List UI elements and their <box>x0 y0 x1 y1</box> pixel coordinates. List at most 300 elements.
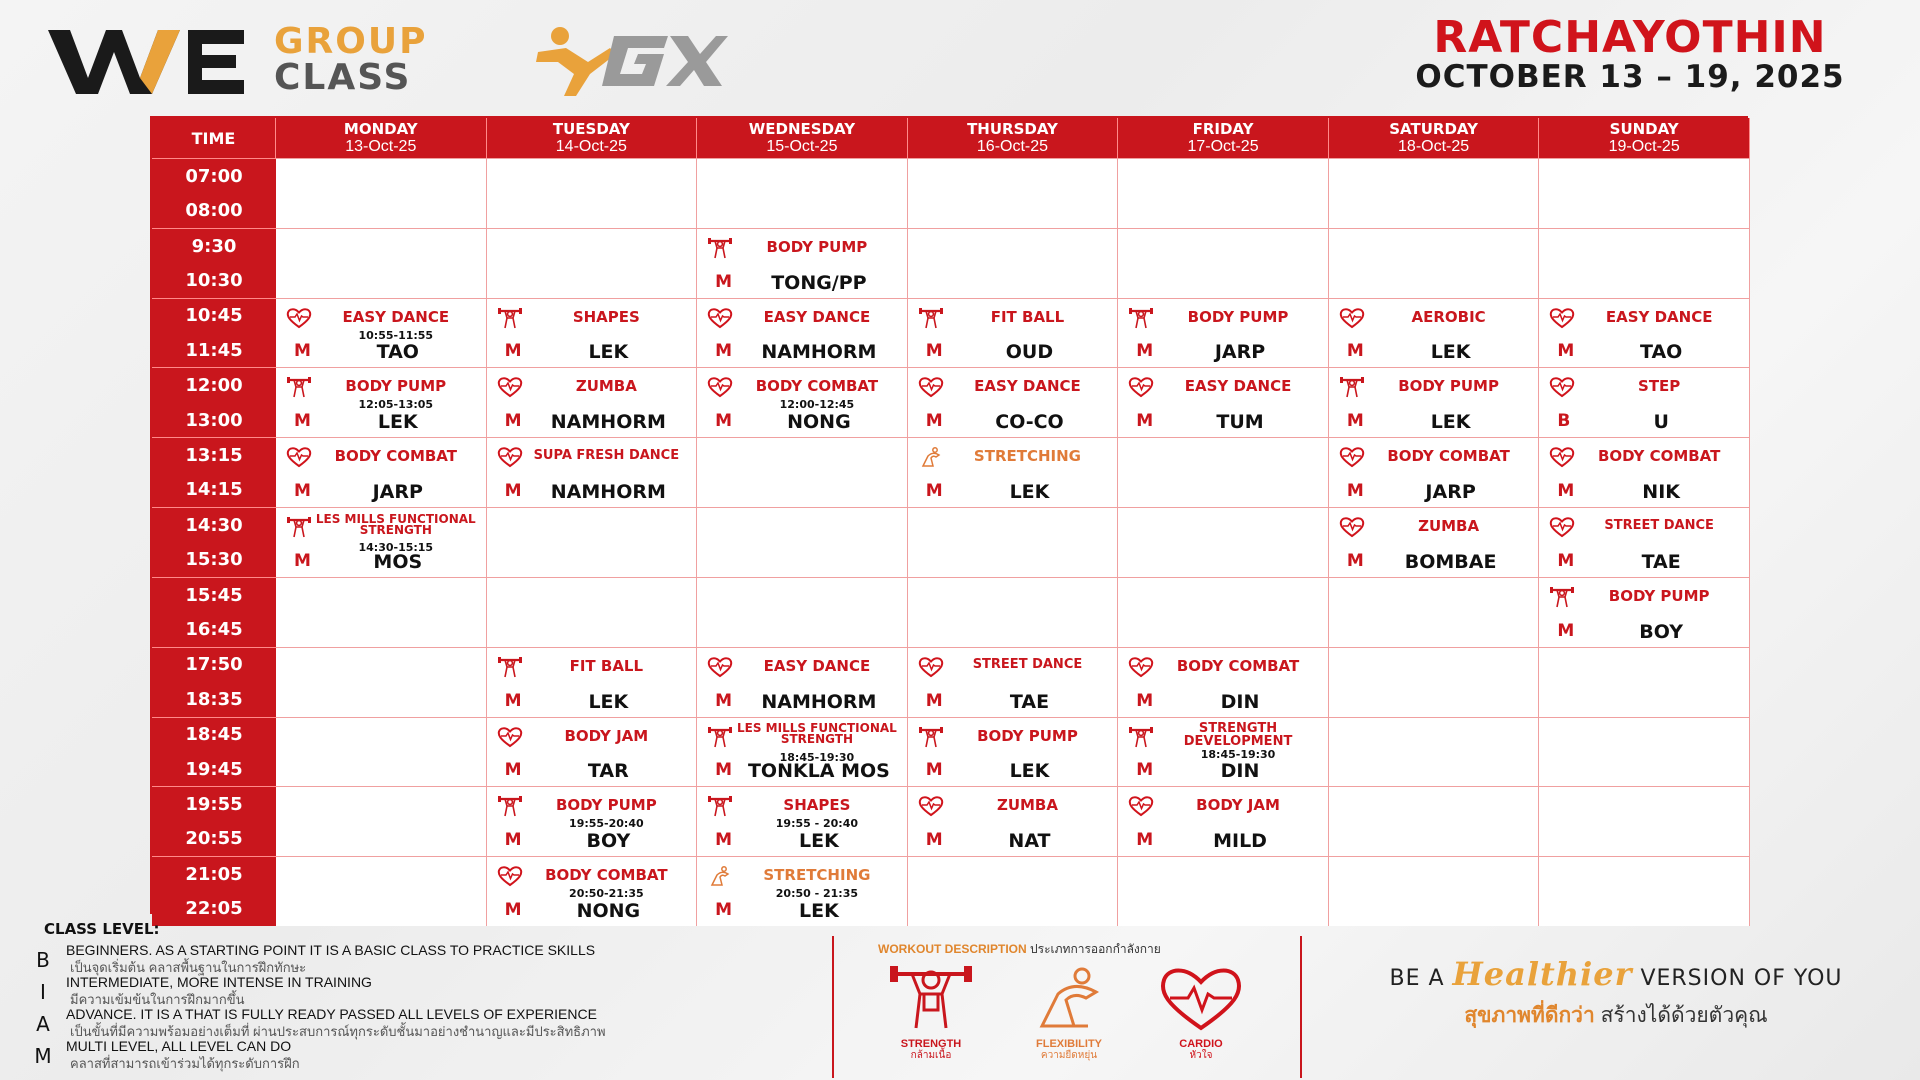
schedule-cell <box>697 647 908 717</box>
coach-name: CO-CO <box>995 411 1064 434</box>
level-desc-en: MULTI LEVEL, ALL LEVEL CAN DO <box>66 1038 292 1054</box>
time-end: 10:30 <box>185 269 243 291</box>
schedule-cell <box>1539 717 1750 787</box>
schedule-cell <box>1118 786 1329 856</box>
schedule-cell <box>487 856 698 926</box>
level-letter: A <box>36 1012 50 1036</box>
class-entry[interactable] <box>1539 368 1749 437</box>
schedule-cell <box>276 298 487 368</box>
class-time: 12:00-12:45 <box>779 398 855 412</box>
class-name: LES MILLS FUNCTIONAL STRENGTH <box>315 511 476 537</box>
class-entry[interactable] <box>1329 508 1539 577</box>
day-name: THURSDAY <box>967 120 1058 138</box>
time-start: 19:55 <box>185 794 243 816</box>
schedule-cell <box>276 577 487 647</box>
date-range: OCTOBER 13 – 19, 2025 <box>1415 59 1845 95</box>
schedule-cell <box>487 647 698 717</box>
class-level: M <box>1136 411 1154 432</box>
cardio-icon <box>1156 964 1246 1034</box>
coach-name: JARP <box>1214 341 1266 364</box>
class-level: M <box>294 341 311 362</box>
schedule-cell <box>697 437 908 507</box>
class-time: 19:55-20:40 <box>569 817 644 831</box>
class-entry[interactable] <box>1118 368 1328 437</box>
class-level: M <box>715 411 733 432</box>
branch-name: RATCHAYOTHIN <box>1433 12 1827 63</box>
coach-name: MOS <box>373 550 423 573</box>
workout-label-en: FLEXIBILITY <box>1036 1038 1102 1050</box>
class-level: M <box>715 690 733 711</box>
class-name: STREET DANCE <box>1604 517 1714 533</box>
coach-name: BOY <box>586 830 631 853</box>
schedule-cell <box>1329 717 1540 787</box>
class-entry[interactable] <box>908 648 1118 717</box>
day-header <box>908 118 1119 158</box>
time-end: 11:45 <box>185 339 243 361</box>
schedule-cell <box>1539 367 1750 437</box>
coach-name: LEK <box>1009 481 1050 504</box>
schedule-cell <box>487 298 698 368</box>
strength-icon <box>286 516 312 538</box>
class-level: M <box>504 899 522 920</box>
class-entry[interactable] <box>276 508 486 577</box>
schedule-cell <box>1118 367 1329 437</box>
class-level: M <box>925 411 943 432</box>
time-start: 9:30 <box>191 235 237 257</box>
tagline-prefix: BE A <box>1389 966 1445 991</box>
schedule-cell <box>697 786 908 856</box>
class-entry[interactable] <box>276 368 486 437</box>
schedule-cell <box>1329 367 1540 437</box>
time-end: 08:00 <box>185 200 243 222</box>
class-name: FIT BALL <box>569 656 644 675</box>
coach-name: TAO <box>1639 341 1683 364</box>
coach-name: BOY <box>1639 620 1684 643</box>
time-start: 13:15 <box>185 444 243 466</box>
class-name: SHAPES <box>783 796 851 815</box>
class-entry[interactable] <box>1539 438 1749 507</box>
strength-icon <box>286 376 312 398</box>
day-header <box>487 118 698 158</box>
class-level: M <box>715 271 733 292</box>
schedule-cell <box>1329 647 1540 717</box>
class-name: EASY DANCE <box>763 656 871 675</box>
class-entry[interactable] <box>1118 787 1328 856</box>
class-entry[interactable] <box>1118 718 1328 787</box>
workout-title <box>878 940 1161 959</box>
strength-icon <box>497 795 523 817</box>
class-name: BODY COMBAT <box>334 447 457 466</box>
class-level: M <box>504 481 522 502</box>
class-entry[interactable] <box>908 438 1118 507</box>
time-slot <box>152 507 276 577</box>
schedule-cell <box>697 367 908 437</box>
schedule-cell <box>697 856 908 926</box>
day-date: 13-Oct-25 <box>345 138 417 155</box>
coach-name: TONG/PP <box>771 271 867 294</box>
class-entry[interactable] <box>697 648 907 717</box>
class-name: BODY PUMP <box>1398 377 1499 396</box>
class-entry[interactable] <box>1539 299 1749 368</box>
day-name: FRIDAY <box>1192 120 1254 138</box>
cardio-icon <box>497 726 523 748</box>
strength-icon <box>1128 726 1154 748</box>
class-entry[interactable] <box>487 718 697 787</box>
workout-label-en: CARDIO <box>1179 1038 1223 1050</box>
schedule-cell <box>276 717 487 787</box>
class-level: M <box>294 550 311 571</box>
workout-label-en: STRENGTH <box>900 1038 962 1050</box>
cardio-icon <box>1549 307 1575 329</box>
class-name: BODY JAM <box>1196 796 1280 815</box>
tagline-en <box>1336 955 1896 993</box>
time-slot <box>152 577 276 647</box>
class-name: ZUMBA <box>575 377 637 396</box>
level-desc-th: เป็นจุดเริ่มต้น คลาสพื้นฐานในการฝึกทักษะ <box>70 960 307 975</box>
class-name: BODY COMBAT <box>1176 656 1300 675</box>
class-name: STRETCHING <box>763 866 871 885</box>
cardio-icon <box>286 446 312 468</box>
schedule-cell <box>1118 298 1329 368</box>
class-level-title: CLASS LEVEL: <box>44 920 160 938</box>
class-entry[interactable] <box>1118 299 1328 368</box>
cardio-icon <box>1339 516 1365 538</box>
schedule-cell <box>487 228 698 298</box>
coach-name: NAMHORM <box>550 481 666 504</box>
cardio-icon <box>707 376 733 398</box>
coach-name: JARP <box>372 481 423 504</box>
day-date: 15-Oct-25 <box>766 138 838 155</box>
workout-label-th: ความยืดหยุ่น <box>1040 1050 1098 1061</box>
workout-item-flexibility <box>1014 964 1124 1074</box>
class-entry[interactable] <box>1539 508 1749 577</box>
level-letter: I <box>40 980 46 1004</box>
level-desc-th: เป็นขั้นที่มีความพร้อมอย่างเต็มที่ ผ่านประสบการณ์ทุกระดับชั้นมาอย่างชำนาญและมีประสิทธิภาพ <box>70 1024 606 1039</box>
workout-legend <box>832 936 1302 1078</box>
schedule-cell <box>908 717 1119 787</box>
class-level: M <box>715 341 733 362</box>
class-entry[interactable] <box>908 299 1118 368</box>
class-name: FIT BALL <box>990 307 1065 326</box>
schedule-cell <box>276 228 487 298</box>
schedule-cell <box>1118 158 1329 228</box>
schedule-cell <box>908 577 1119 647</box>
class-level: M <box>294 481 311 502</box>
day-date: 16-Oct-25 <box>976 138 1049 155</box>
class-entry[interactable] <box>487 438 697 507</box>
time-start: 15:45 <box>185 584 243 606</box>
time-slot <box>152 856 276 926</box>
coach-name: LEK <box>588 341 629 364</box>
level-row-beginner <box>28 942 818 974</box>
class-level: M <box>1346 550 1364 571</box>
class-name: EASY DANCE <box>974 377 1081 396</box>
schedule-cell <box>908 786 1119 856</box>
class-entry[interactable] <box>1329 299 1539 368</box>
time-start: 17:50 <box>185 654 243 676</box>
class-entry[interactable] <box>276 299 486 368</box>
class-level: M <box>925 481 943 502</box>
day-header <box>697 118 908 158</box>
time-start: 07:00 <box>185 165 243 187</box>
cardio-icon <box>497 446 523 468</box>
coach-name: NAMHORM <box>761 341 877 364</box>
class-time: 19:55 - 20:40 <box>775 817 859 831</box>
class-entry[interactable] <box>908 718 1118 787</box>
gx-mark-icon <box>518 22 728 100</box>
cardio-icon <box>497 865 523 887</box>
tagline-th-highlight: สุขภาพที่ดีกว่า <box>1464 1004 1595 1027</box>
schedule-cell <box>276 786 487 856</box>
class-name: LES MILLS FUNCTIONAL STRENGTH <box>737 721 897 746</box>
coach-name: NAMHORM <box>761 690 877 713</box>
class-name: EASY DANCE <box>342 307 450 326</box>
class-time: 12:05-13:05 <box>358 398 434 412</box>
workout-item-cardio <box>1146 964 1256 1074</box>
class-level: M <box>504 690 522 711</box>
class-entry[interactable] <box>1539 578 1749 647</box>
class-name: EASY DANCE <box>1605 307 1713 326</box>
schedule-cell <box>1329 856 1540 926</box>
schedule-cell <box>1329 298 1540 368</box>
class-name: STRENGTH DEVELOPMENT <box>1183 720 1293 749</box>
day-header <box>1118 118 1329 158</box>
level-row-multi <box>28 1038 818 1070</box>
workout-label-th: กล้ามเนื้อ <box>910 1050 952 1061</box>
class-name: STREET DANCE <box>972 657 1083 673</box>
schedule-cell <box>697 228 908 298</box>
class-entry[interactable] <box>487 648 697 717</box>
we-logo <box>48 26 248 96</box>
level-desc-en: BEGINNERS. AS A STARTING POINT IT IS A BASIC CLASS TO PRACTICE SKILLS <box>66 942 596 958</box>
class-entry[interactable] <box>908 368 1118 437</box>
day-name: SATURDAY <box>1389 120 1478 138</box>
class-entry[interactable] <box>1329 438 1539 507</box>
brand-logo <box>48 22 728 100</box>
class-entry[interactable] <box>697 718 907 787</box>
class-name: SUPA FRESH DANCE <box>533 447 680 463</box>
cardio-icon <box>1128 376 1154 398</box>
class-time: 18:45-19:30 <box>1200 747 1276 761</box>
cardio-icon <box>918 795 944 817</box>
day-date: 19-Oct-25 <box>1608 138 1680 155</box>
time-end: 22:05 <box>185 898 243 920</box>
coach-name: BOMBAE <box>1404 550 1497 573</box>
class-name: BODY PUMP <box>345 377 447 396</box>
class-level: M <box>925 690 943 711</box>
time-end: 13:00 <box>185 409 243 431</box>
schedule-cell <box>1118 717 1329 787</box>
coach-name: OUD <box>1005 341 1054 364</box>
class-name: ZUMBA <box>996 796 1058 815</box>
cardio-icon <box>286 307 312 329</box>
strength-icon <box>918 726 944 748</box>
class-entry[interactable] <box>697 368 907 437</box>
schedule-cell <box>1539 158 1750 228</box>
location-block <box>1370 12 1890 95</box>
class-entry[interactable] <box>487 787 697 856</box>
schedule-cell <box>487 577 698 647</box>
day-date: 14-Oct-25 <box>555 138 627 155</box>
day-date: 17-Oct-25 <box>1187 138 1259 155</box>
schedule-cell <box>276 856 487 926</box>
class-name: SHAPES <box>572 307 640 326</box>
workout-title-th: ประเภทการออกกำลังกาย <box>1030 942 1161 956</box>
schedule-cell <box>487 507 698 577</box>
level-row-advance <box>28 1006 818 1038</box>
day-header <box>276 118 487 158</box>
schedule-cell <box>908 437 1119 507</box>
brand-line-class: CLASS <box>274 57 412 98</box>
schedule-cell <box>1118 228 1329 298</box>
schedule-cell <box>1118 507 1329 577</box>
schedule-cell <box>487 786 698 856</box>
class-name: BODY COMBAT <box>755 377 879 396</box>
coach-name: NONG <box>576 899 641 922</box>
class-level: M <box>504 760 522 781</box>
coach-name: NIK <box>1642 481 1680 504</box>
class-entry[interactable] <box>697 787 907 856</box>
class-entry[interactable] <box>487 299 697 368</box>
class-entry[interactable] <box>487 368 697 437</box>
workout-label-th: หัวใจ <box>1189 1050 1213 1061</box>
coach-name: LEK <box>377 411 418 434</box>
time-header: TIME <box>152 118 276 158</box>
tagline <box>1336 955 1896 1032</box>
class-entry[interactable] <box>908 787 1118 856</box>
coach-name: TAR <box>587 760 629 783</box>
schedule-cell <box>1539 577 1750 647</box>
coach-name: NAT <box>1008 830 1051 853</box>
class-level: M <box>1557 620 1575 641</box>
time-slot <box>152 717 276 787</box>
time-slot <box>152 786 276 856</box>
class-name: BODY PUMP <box>1608 586 1710 605</box>
class-entry[interactable] <box>697 299 907 368</box>
flexibility-icon <box>707 865 733 887</box>
class-level: M <box>1136 760 1154 781</box>
schedule-cell <box>1118 647 1329 717</box>
schedule-cell <box>276 647 487 717</box>
class-level: M <box>504 411 522 432</box>
schedule-cell <box>908 647 1119 717</box>
class-name: EASY DANCE <box>763 307 871 326</box>
class-level: M <box>1557 341 1575 362</box>
schedule-cell <box>276 158 487 228</box>
coach-name: LEK <box>799 899 839 922</box>
coach-name: TAE <box>1009 690 1050 713</box>
schedule-cell <box>1118 437 1329 507</box>
brand-line-group: GROUP <box>274 21 428 62</box>
class-level: M <box>1346 341 1364 362</box>
class-entry[interactable] <box>276 438 486 507</box>
coach-name: LEK <box>1009 760 1050 783</box>
class-entry[interactable] <box>1329 368 1539 437</box>
schedule-cell <box>908 367 1119 437</box>
schedule-cell <box>487 437 698 507</box>
time-slot <box>152 228 276 298</box>
class-entry[interactable] <box>697 229 907 298</box>
class-name: BODY COMBAT <box>545 866 668 885</box>
coach-name: NONG <box>787 411 851 434</box>
coach-name: NAMHORM <box>550 411 666 434</box>
class-level: M <box>1557 481 1575 502</box>
day-header <box>1539 118 1750 158</box>
class-entry[interactable] <box>1118 648 1328 717</box>
strength-icon <box>1549 586 1575 608</box>
tagline-th-rest: สร้างได้ด้วยตัวคุณ <box>1600 1004 1768 1027</box>
schedule-cell <box>697 158 908 228</box>
day-date: 18-Oct-25 <box>1398 138 1470 155</box>
flexibility-icon <box>918 446 944 468</box>
strength-icon <box>497 307 523 329</box>
class-level: M <box>1557 550 1575 571</box>
class-name: BODY COMBAT <box>1387 447 1510 466</box>
strength-icon <box>886 964 976 1034</box>
class-name: BODY PUMP <box>555 796 657 815</box>
schedule-table <box>150 116 1748 922</box>
time-end: 20:55 <box>185 828 243 850</box>
class-time: 20:50 - 21:35 <box>775 887 859 901</box>
schedule-cell <box>276 507 487 577</box>
schedule-cell <box>1329 577 1540 647</box>
class-name: STEP <box>1638 377 1681 396</box>
strength-icon <box>707 795 733 817</box>
schedule-cell <box>697 577 908 647</box>
coach-name: U <box>1653 411 1669 434</box>
schedule-cell <box>908 507 1119 577</box>
schedule-cell <box>487 717 698 787</box>
time-slot <box>152 367 276 437</box>
cardio-icon <box>1339 307 1365 329</box>
class-level: M <box>1346 481 1364 502</box>
schedule-cell <box>487 158 698 228</box>
schedule-cell <box>697 717 908 787</box>
class-entry[interactable] <box>487 857 697 926</box>
tagline-script: Healthier <box>1452 955 1633 993</box>
class-level-legend <box>28 918 818 1078</box>
class-entry[interactable] <box>697 857 907 926</box>
schedule-cell <box>908 158 1119 228</box>
class-level: M <box>1136 341 1154 362</box>
class-level: M <box>925 341 943 362</box>
cardio-icon <box>707 656 733 678</box>
class-level: B <box>1557 411 1571 432</box>
schedule-cell <box>1329 437 1540 507</box>
schedule-cell <box>1118 856 1329 926</box>
class-level: M <box>294 411 311 432</box>
strength-icon <box>497 656 523 678</box>
schedule-cell <box>1118 577 1329 647</box>
cardio-icon <box>1549 376 1575 398</box>
schedule-cell <box>1329 786 1540 856</box>
day-name: TUESDAY <box>552 120 630 138</box>
class-level: M <box>715 830 733 851</box>
schedule-cell <box>276 437 487 507</box>
day-name: SUNDAY <box>1609 120 1679 138</box>
time-start: 12:00 <box>185 375 243 397</box>
coach-name: DIN <box>1220 760 1260 783</box>
coach-name: MILD <box>1213 830 1267 853</box>
coach-name: TAE <box>1641 550 1681 573</box>
schedule-cell <box>697 298 908 368</box>
schedule-cell <box>1539 507 1750 577</box>
time-end: 18:35 <box>185 688 243 710</box>
class-level: M <box>1136 830 1154 851</box>
class-level: M <box>715 760 733 781</box>
class-time: 18:45-19:30 <box>779 750 855 764</box>
level-desc-th: คลาสที่สามารถเข้าร่วมได้ทุกระดับการฝึก <box>70 1056 300 1071</box>
